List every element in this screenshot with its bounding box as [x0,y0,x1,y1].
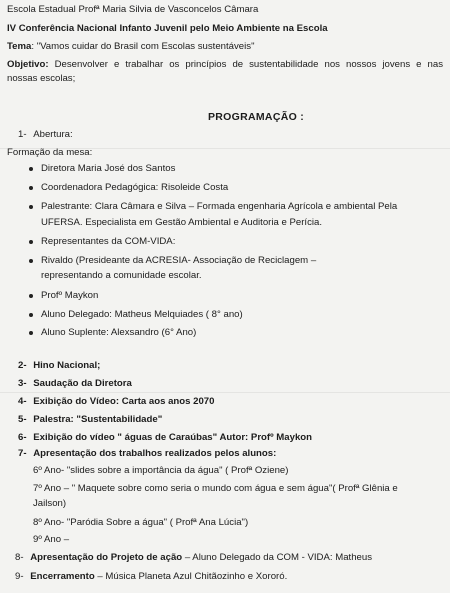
program-item [18,396,214,408]
item-number: 7- [18,448,27,459]
program-item [15,552,372,564]
item-text: Saudação da Diretora [33,378,132,389]
bullet-icon [29,331,33,335]
program-item [15,571,287,583]
programacao-title: PROGRAMAÇÃO : [208,111,305,123]
school-name: Escola Estadual Profª Maria Silvia de Vasconcelos Câmara [7,4,259,15]
tema-label: Tema [7,41,32,52]
mesa-item: Palestrante: Clara Câmara e Silva – Formada engenharia Agrícola e ambiental Pela [41,201,398,212]
objetivo-label: Objetivo: [7,59,49,70]
item-text: Hino Nacional; [33,360,101,371]
item-detail: – Aluno Delegado da COM - VIDA: Matheus [182,552,372,563]
abertura-item [18,129,73,141]
item-text: Exibição do Vídeo: Carta aos anos 2070 [33,396,215,407]
item-text: Exibição do vídeo " águas de Caraúbas" Autor: Profº Maykon [33,432,312,443]
conference-title: IV Conferência Nacional Infanto Juvenil pelo Meio Ambiente na Escola [7,23,328,34]
apresentacao-item: 6º Ano- "slides sobre a importância da água" ( Profª Oziene) [33,465,289,476]
tema-line [7,41,254,53]
item-number: 2- [18,360,27,371]
item-detail: – Música Planeta Azul Chitãozinho e Xororó. [94,571,288,582]
mesa-item-continued: representando a comunidade escolar. [41,270,202,281]
tema-value: : "Vamos cuidar do Brasil com Escolas sustentáveis" [31,41,255,52]
mesa-item: Coordenadora Pedagógica: Risoleide Costa [41,182,229,193]
bullet-icon [29,186,33,190]
item-text: Palestra: "Sustentabilidade" [33,414,163,425]
apresentacao-item: 7º Ano – " Maquete sobre como seria o mundo com água e sem água"( Profª Glênia e [33,483,398,494]
bullet-icon [29,313,33,317]
mesa-item: Aluno Suplente: Alexsandro (6° Ano) [41,327,197,338]
apresentacao-item-continued: Jailson) [33,498,67,509]
mesa-item: Aluno Delegado: Matheus Melquiades ( 8° ano) [41,309,243,320]
program-item [18,360,100,372]
abertura-number: 1- [18,129,27,140]
mesa-item: Profº Maykon [41,290,99,301]
item-number: 5- [18,414,27,425]
item-number: 6- [18,432,27,443]
objetivo-line-2: nossas escolas; [7,73,76,84]
item-number: 4- [18,396,27,407]
bullet-icon [29,240,33,244]
item-text: Apresentação dos trabalhos realizados pelos alunos: [33,448,277,459]
item-number: 3- [18,378,27,389]
bullet-icon [29,294,33,298]
item-number: 8- [15,552,24,563]
program-item [18,414,162,426]
apresentacao-item: 8º Ano- "Paródia Sobre a água" ( Profª Ana Lúcia") [33,517,249,528]
mesa-item: Rivaldo (Presideante da ACRESIA- Associação de Reciclagem – [41,255,317,266]
bullet-icon [29,259,33,263]
formacao-mesa: Formação da mesa: [7,147,93,158]
mesa-item-continued: UFERSA. Especialista em Gestão Ambiental e Auditoria e Perícia. [41,217,323,228]
apresentacao-item: 9º Ano – [33,534,70,545]
program-item [18,432,312,444]
item-title: Encerramento [30,571,95,582]
paper-fold [0,392,450,393]
program-item [18,378,132,390]
bullet-icon [29,167,33,171]
objetivo-line-1 [7,59,443,71]
objetivo-text: Desenvolver e trabalhar os princípios de sustentabilidade nos nossos jovens e nas [54,59,443,70]
item-title: Apresentação do Projeto de ação [30,552,183,563]
bullet-icon [29,205,33,209]
abertura-label: Abertura: [33,129,73,140]
item-number: 9- [15,571,24,582]
program-item [18,448,276,460]
mesa-item: Diretora Maria José dos Santos [41,163,176,174]
mesa-item: Representantes da COM-VIDA: [41,236,176,247]
